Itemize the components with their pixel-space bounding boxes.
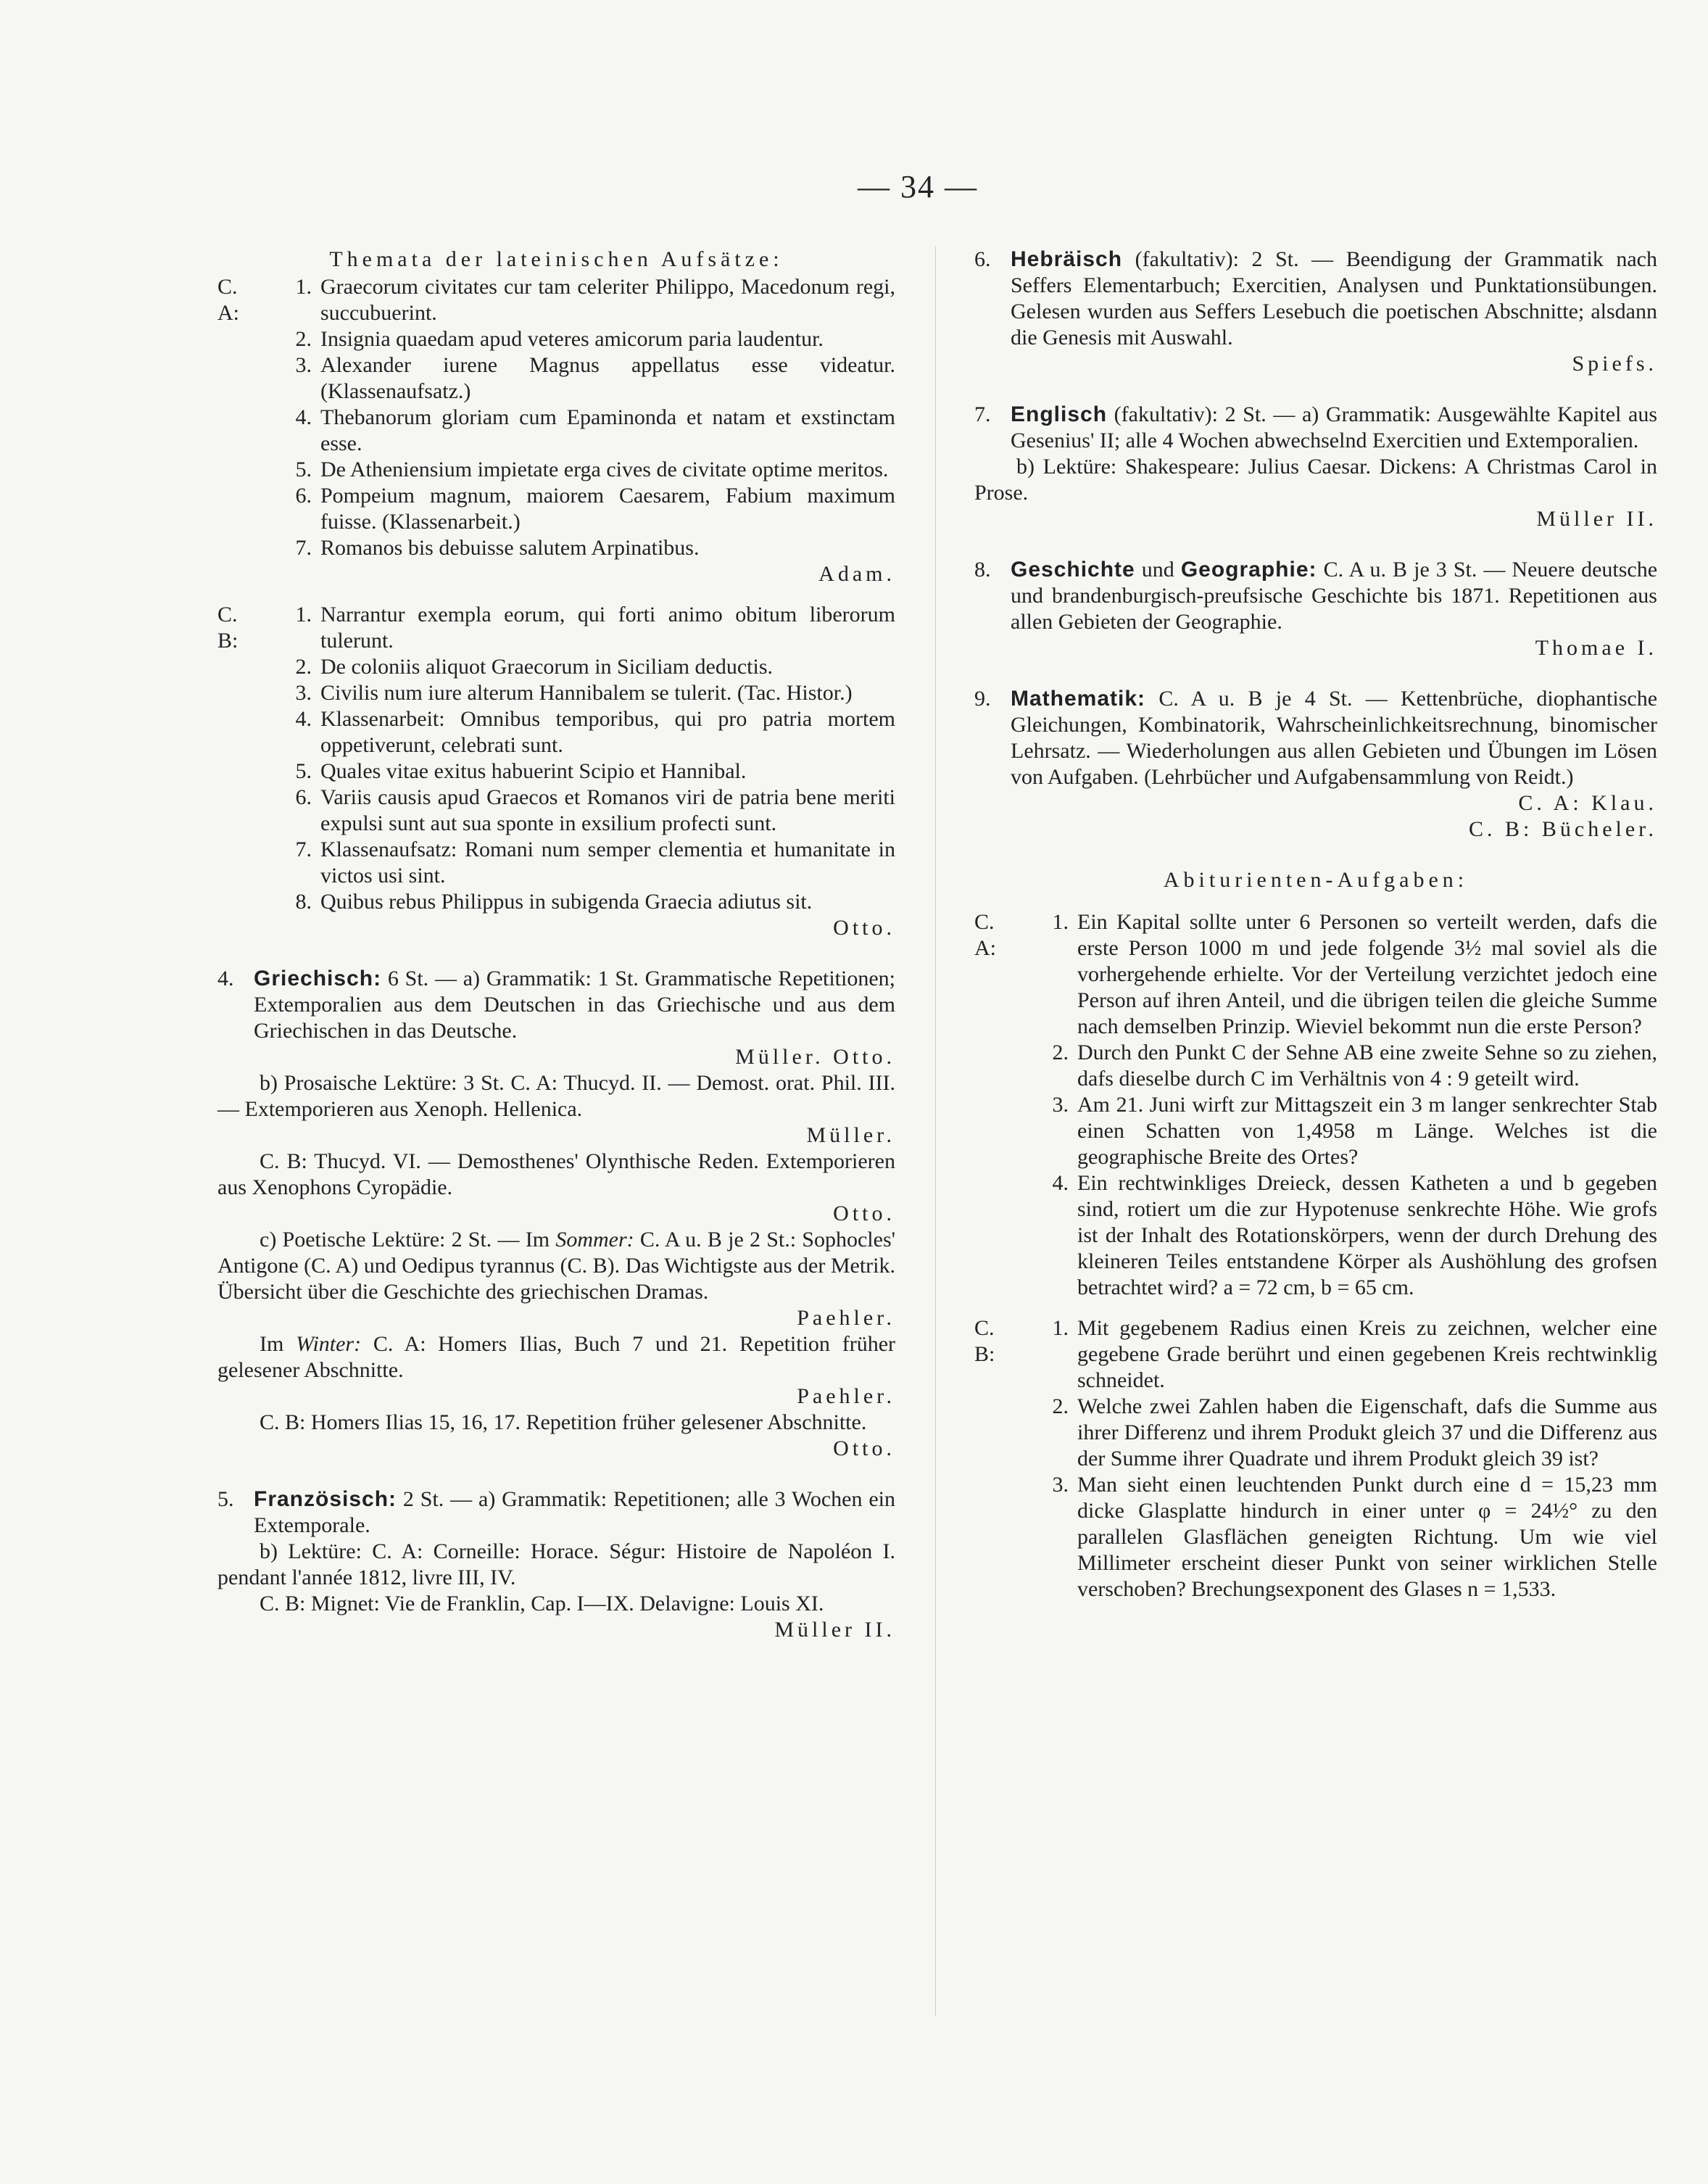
class-label xyxy=(217,654,261,680)
class-label xyxy=(217,535,261,561)
list-item xyxy=(217,405,895,457)
item-number: 2. xyxy=(1052,1041,1069,1064)
section-number: 4. xyxy=(217,967,234,990)
section-number: 9. xyxy=(974,687,991,711)
section-heading: Hebräisch xyxy=(1011,247,1123,271)
section-number: 7. xyxy=(974,402,991,426)
section-number: 8. xyxy=(974,558,991,582)
list-item xyxy=(217,535,895,561)
list-item xyxy=(217,602,895,654)
item-number: 2. xyxy=(1052,1394,1069,1418)
item-number: 3. xyxy=(295,353,312,377)
class-label xyxy=(217,680,261,706)
item-text: Insignia quaedam apud veteres amicorum paria laudentur. xyxy=(320,327,824,351)
item-number: 1. xyxy=(295,275,312,299)
paragraph: C. B: Mignet: Vie de Franklin, Cap. I—IX. Delavigne: Louis XI. xyxy=(260,1592,824,1616)
section-griechisch xyxy=(217,966,895,1044)
signature: Müller II. xyxy=(774,1618,895,1642)
class-label xyxy=(217,837,261,889)
item-number: 3. xyxy=(1052,1473,1069,1497)
item-text: Quales vitae exitus habuerint Scipio et Hannibal. xyxy=(320,759,747,783)
page-number: — 34 — xyxy=(858,169,978,204)
paragraph: b) Lektüre: Shakespeare: Julius Caesar. Dickens: A Christmas Carol in Prose. xyxy=(974,455,1657,505)
class-label: C. B: xyxy=(974,1316,995,1366)
section-heading: Englisch xyxy=(1011,402,1108,426)
list-item xyxy=(217,889,895,915)
ca-aufgaben-list xyxy=(974,909,1657,1301)
list-item xyxy=(974,1040,1657,1092)
list-item xyxy=(217,706,895,758)
item-text: De Atheniensium impietate erga cives de civitate optime meritos. xyxy=(320,458,889,481)
class-label xyxy=(217,352,261,405)
item-text: Civilis num iure alterum Hannibalem se tulerit. (Tac. Histor.) xyxy=(320,681,853,705)
column-divider xyxy=(935,247,936,2016)
item-number: 6. xyxy=(295,785,312,809)
item-text: Klassenarbeit: Omnibus temporibus, qui pro patria mortem oppetiverunt, celebrati sunt. xyxy=(320,707,895,757)
item-number: 6. xyxy=(295,484,312,508)
class-label xyxy=(217,785,261,837)
paragraph: C. B: Homers Ilias 15, 16, 17. Repetition früher gelesener Abschnitte. xyxy=(260,1410,867,1434)
paragraph: c) Poetische Lektüre: 2 St. — Im Sommer: C. A u. B je 2 St.: Sophocles' Antigone (C. A) und Oedipus tyrannus (C. B). Das Wichtigste aus der Metrik. Übersicht über die Geschichte des griechischen Dramas. xyxy=(217,1228,896,1304)
item-text: Man sieht einen leuchtenden Punkt durch eine d = 15,23 mm dicke Glasplatte hindurch in einer unter φ = 24½° zu den parallelen Glasflächen geneigten Richtung. Um wie viel Millimeter erscheint dieser Punkt von seiner wirklichen Stelle verschoben? Brechungsexponent des Glases n = 1,533. xyxy=(1077,1473,1657,1601)
list-item xyxy=(217,654,895,680)
item-text: Alexander iurene Magnus appellatus esse videatur. (Klassenaufsatz.) xyxy=(320,353,895,403)
right-column xyxy=(974,247,1657,1602)
item-number: 1. xyxy=(295,603,312,626)
list-item xyxy=(217,785,895,837)
item-text: De coloniis aliquot Graecorum in Siciliam deductis. xyxy=(320,655,774,679)
cb-signature: Otto. xyxy=(833,916,895,940)
section-heading: Griechisch: xyxy=(254,967,382,990)
section-franzoesisch xyxy=(217,1486,895,1539)
cb-themata-list xyxy=(217,602,895,915)
item-number: 5. xyxy=(295,458,312,481)
class-label xyxy=(217,405,261,457)
section-geschichte: 8. Geschichte und Geographie: C. A u. B je 3 St. — Neuere deutsche und brandenburgisch-preufsische Geschichte bis 1871. Repetitionen aus allen Gebieten der Geographie. xyxy=(974,558,1658,634)
item-number: 2. xyxy=(295,327,312,351)
item-text: Graecorum civitates cur tam celeriter Philippo, Macedonum regi, succubuerint. xyxy=(320,275,895,325)
item-text: Klassenaufsatz: Romani num semper clementia et humanitate in victos usi sint. xyxy=(320,837,895,888)
section-text: (fakultativ): 2 St. — a) Grammatik: Ausgewählte Kapitel aus Gesenius' II; alle 4 Wochen abwechselnd Exercitien und Extemporalien. xyxy=(1011,402,1658,452)
left-column xyxy=(217,247,895,1643)
item-number: 4. xyxy=(295,707,312,731)
list-item xyxy=(974,1092,1657,1170)
item-text: Durch den Punkt C der Sehne AB eine zweite Sehne so zu ziehen, dafs dieselbe durch C im Verhältnis von 4 : 9 geteilt wird. xyxy=(1077,1041,1657,1091)
cb-aufgaben-list xyxy=(974,1315,1657,1602)
class-label: C. A: xyxy=(974,910,996,960)
item-text: Mit gegebenem Radius einen Kreis zu zeichnen, welcher eine gegebene Grade berührt und einen gegebenen Kreis rechtwinklig schneidet. xyxy=(1077,1316,1657,1392)
signature: Spiefs. xyxy=(1572,352,1657,376)
class-label xyxy=(974,1040,1018,1092)
list-item xyxy=(217,483,895,535)
item-number: 3. xyxy=(1052,1093,1069,1117)
item-number: 4. xyxy=(1052,1171,1069,1195)
list-item xyxy=(974,1472,1657,1602)
item-number: 5. xyxy=(295,759,312,783)
item-text: Quibus rebus Philippus in subigenda Graecia adiutus sit. xyxy=(320,890,813,914)
list-item xyxy=(217,837,895,889)
list-item xyxy=(217,758,895,785)
section-heading: Mathematik: xyxy=(1011,687,1146,711)
ca-themata-list xyxy=(217,274,895,561)
item-text: Variis causis apud Graecos et Romanos viri de patria bene meriti expulsi sunt aut sua sponte in exsilium profecti sunt. xyxy=(320,785,895,835)
signature: Otto. xyxy=(833,1436,895,1460)
item-number: 7. xyxy=(295,536,312,560)
item-text: Thebanorum gloriam cum Epaminonda et natam et exstinctam esse. xyxy=(320,405,895,455)
signature: C. B: Bücheler. xyxy=(1469,817,1657,841)
list-item xyxy=(217,274,895,326)
section-heading: Geschichte xyxy=(1011,558,1135,582)
themata-heading: Themata der lateinischen Aufsätze: xyxy=(329,247,784,271)
list-item xyxy=(974,1315,1657,1394)
class-label xyxy=(217,758,261,785)
class-label xyxy=(974,1092,1018,1170)
signature: Paehler. xyxy=(797,1384,895,1408)
item-text: Pompeium magnum, maiorem Caesarem, Fabium maximum fuisse. (Klassenarbeit.) xyxy=(320,484,895,534)
item-text: Ein rechtwinkliges Dreieck, dessen Katheten a und b gegeben sind, rotiert um die zur Hypotenuse senkrechte Höhe. Wie grofs ist der Inhalt des Rotationskörpers, wenn der durch Drehung des kleineren Teiles entstandene Körper als Aushöhlung des grofsen betrachtet wird? a = 72 cm, b = 65 cm. xyxy=(1077,1171,1657,1299)
list-item xyxy=(974,1394,1657,1472)
signature: Otto. xyxy=(833,1201,895,1225)
section-text: (fakultativ): 2 St. — Beendigung der Grammatik nach Seffers Elementarbuch; Exercitien, Analysen und Punktationsübungen. Gelesen wurden aus Seffers Lesebuch die poetischen Abschnitte; alsdann die Genesis mit Auswahl. xyxy=(1011,247,1657,349)
signature: Paehler. xyxy=(797,1306,895,1330)
section-number: 5. xyxy=(217,1487,234,1511)
class-label xyxy=(217,483,261,535)
list-item xyxy=(974,909,1657,1040)
class-label xyxy=(974,1472,1018,1602)
item-number: 4. xyxy=(295,405,312,429)
list-item xyxy=(217,457,895,483)
item-text: Am 21. Juni wirft zur Mittagszeit ein 3 m langer senkrechter Stab einen Schatten von 1,4958 m Länge. Welches ist die geographische Breite des Ortes? xyxy=(1077,1093,1657,1169)
item-number: 7. xyxy=(295,837,312,861)
signature: Müller. xyxy=(806,1123,895,1147)
class-label: C. B: xyxy=(217,603,239,653)
section-text: C. A u. B je 3 St. — Neuere deutsche und brandenburgisch-preufsische Geschichte bis 1871. Repetitionen aus allen Gebieten der Geographie. xyxy=(1011,558,1658,634)
section-mathematik xyxy=(974,686,1657,790)
class-label xyxy=(217,706,261,758)
section-heading: Französisch: xyxy=(254,1487,397,1511)
paragraph: C. B: Thucyd. VI. — Demosthenes' Olynthische Reden. Extemporieren aus Xenophons Cyropädie. xyxy=(217,1149,895,1199)
class-label xyxy=(217,457,261,483)
item-number: 2. xyxy=(295,655,312,679)
signature: Müller. Otto. xyxy=(735,1045,895,1069)
item-number: 3. xyxy=(295,681,312,705)
section-text: 2 St. — a) Grammatik: Repetitionen; alle 3 Wochen ein Extemporale. xyxy=(254,1487,895,1537)
class-label xyxy=(974,1170,1018,1301)
class-label xyxy=(217,889,261,915)
item-text: Welche zwei Zahlen haben die Eigenschaft, dafs die Summe aus ihrer Differenz und ihrem Produkt gleich 37 und die Differenz aus der Summe ihrer Quadrate und ihrem Produkt gleich 39 ist? xyxy=(1077,1394,1657,1471)
item-text: Romanos bis debuisse salutem Arpinatibus. xyxy=(320,536,700,560)
item-text: Ein Kapital sollte unter 6 Personen so verteilt werden, dafs die erste Person 1000 m und jede folgende 3½ mal soviel als die vorhergehende erhielte. Vor der Verteilung verzichtet jedoch eine Person auf ihren Anteil, und die übrigen teilen die gleiche Summe nach demselben Prinzip. Wieviel bekommt nun die erste Person? xyxy=(1077,910,1657,1038)
section-englisch xyxy=(974,402,1657,454)
section-number: 6. xyxy=(974,247,991,271)
ca-signature: Adam. xyxy=(818,562,895,586)
item-text: Narrantur exempla eorum, qui forti animo obitum liberorum tulerunt. xyxy=(320,603,895,653)
paragraph: Im Winter: C. A: Homers Ilias, Buch 7 und 21. Repetition früher gelesener Abschnitte. xyxy=(217,1332,895,1382)
section-hebraeisch xyxy=(974,247,1657,351)
signature: Müller II. xyxy=(1536,507,1657,531)
abiturienten-heading: Abiturienten-Aufgaben: xyxy=(1163,868,1469,892)
item-number: 1. xyxy=(1052,910,1069,934)
item-number: 8. xyxy=(295,890,312,914)
section-text: 6 St. — a) Grammatik: 1 St. Grammatische Repetitionen; Extemporalien aus dem Deutschen in das Griechische und aus dem Griechischen in das Deutsche. xyxy=(254,967,896,1043)
list-item xyxy=(217,352,895,405)
signature: Thomae I. xyxy=(1535,636,1657,660)
class-label xyxy=(217,326,261,352)
section-text: C. A u. B je 4 St. — Kettenbrüche, diophantische Gleichungen, Kombinatorik, Wahrscheinlichkeitsrechnung, binomischer Lehrsatz. — Wiederholungen aus allen Gebieten und Übungen im Lösen von Aufgaben. (Lehrbücher und Aufgabensammlung von Reidt.) xyxy=(1011,687,1658,789)
list-item xyxy=(217,326,895,352)
paragraph: b) Lektüre: C. A: Corneille: Horace. Ségur: Histoire de Napoléon I. pendant l'année 1812, livre III, IV. xyxy=(217,1539,895,1589)
paragraph: b) Prosaische Lektüre: 3 St. C. A: Thucyd. II. — Demost. orat. Phil. III. — Extemporieren aus Xenoph. Hellenica. xyxy=(217,1071,895,1121)
list-item xyxy=(217,680,895,706)
section-heading: Geographie: xyxy=(1180,558,1317,582)
signature: C. A: Klau. xyxy=(1518,791,1657,815)
list-item xyxy=(974,1170,1657,1301)
class-label xyxy=(974,1394,1018,1472)
item-number: 1. xyxy=(1052,1316,1069,1340)
class-label: C. A: xyxy=(217,275,239,325)
